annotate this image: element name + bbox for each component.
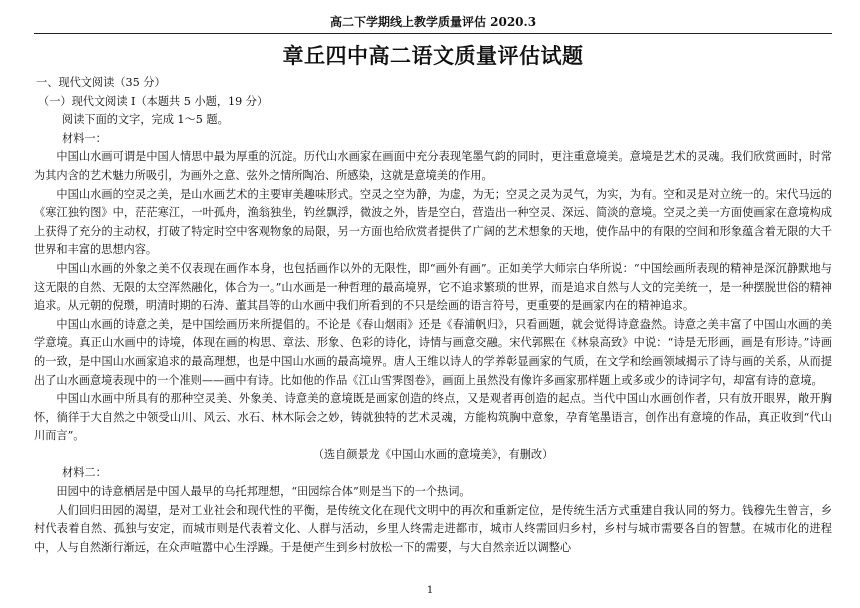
paragraph: 中国山水画可谓是中国人情思中最为厚重的沉淀。历代山水画家在画面中充分表现笔墨气韵的同时，更注重意境美。意境是艺术的灵魂。我们欣赏画时，时常为其内含的艺术魅力所吸引，为画外之意、弦外之情所陶冶、所感染，这就是意境美的作用。	[34, 150, 832, 182]
page-number: 1	[426, 585, 434, 596]
instruction: 阅读下面的文字，完成 1～5 题。	[62, 113, 229, 127]
section-heading: 一、现代文阅读（35 分）	[36, 76, 166, 89]
paragraph: 田园中的诗意栖居是中国人最早的乌托邦理想，“田园综合体”则是当下的一个热词。	[56, 485, 471, 499]
paragraph: 中国山水画中所具有的那种空灵美、外象美、诗意美的意境既是画家创造的终点，又是观者再创造的起点。当代中国山水画创作者，只有放开眼界，敞开胸怀，徜徉于大自然之中领受山川、风云、水石、林木际会之妙，铸就独特的艺术灵魂，方能构筑胸中意象，孕育笔墨语言，创作出有意境的作品，真正收到“代山川而言”。	[34, 392, 832, 443]
paragraph: 人们回归田园的渴望，是对工业社会和现代性的平衡，是传统文化在现代文明中的再次和重新定位，是传统生活方式重建自我认同的努力。钱穆先生曾言，乡村代表着自然、孤独与安定，而城市则是代表着文化、人群与活动，乡里人终需走进都市，城市人终需回归乡村，乡村与城市需要各自的智慧。在城市化的进程中，人与自然渐行渐远，在众声喧嚣中心生浮躁。于是便产生到乡村放松一下的需要，与大自然亲近以调整心	[34, 503, 832, 554]
paragraph: 中国山水画的外象之美不仅表现在画作本身，也包括画作以外的无限性，即“画外有画”。正如美学大师宗白华所说：“中国绘画所表现的精神是深沉静默地与这无限的自然、无限的太空浑然融化，体合为一。”山水画是一种哲理的最高境界，它不追求繁琐的世界，而是追求自然与人文的完美统一，是一种摆脱世俗的精神追求。从元朝的倪瓒，明清时期的石涛、董其昌等的山水画中我们所看到的不只是绘画的语言符号，更重要的是画家内在的精神追求。	[34, 261, 832, 313]
subsection-heading: （一）现代文阅读 I（本题共 5 小题，19 分）	[38, 94, 269, 108]
material2-label: 材料二：	[62, 466, 107, 480]
page-header: 高二下学期线上教学质量评估 2020.3	[329, 15, 537, 29]
header-rule	[34, 33, 832, 34]
paragraph: 中国山水画的空灵之美，是山水画艺术的主要审美趣味形式。空灵之空为静，为虚，为无；空灵之灵为灵气，为实，为有。空和灵是对立统一的。宋代马远的《寒江独钓图》中，茫茫寒江，一叶孤舟，渔翁独坐，钓丝飘浮，微波之外，皆是空白，营造出一种空灵、深远、简淡的意境。空灵之美一方面使画家在意境构成上获得了充分的主动权，打破了特定时空中客观物象的局限，另一方面也给欣赏者提供了广阔的艺术想象的天地，使作品中的有限的空间和形象蕴含着无限的大千世界和丰富的思想内容。	[34, 187, 832, 257]
exam-content	[34, 74, 832, 557]
paragraph: 中国山水画的诗意之美，是中国绘画历来所提倡的。不论是《春山烟雨》还是《春浦帆归》，只看画题，就会觉得诗意盎然。诗意之美丰富了中国山水画的美学意境。真正山水画中的诗境，体现在画的构思、章法、形象、色彩的诗化，诗情与画意交融。宋代郭熙在《林泉高致》中说：“诗是无形画，画是有形诗。”诗画的一致，是中国山水画家追求的最高理想，也是中国山水画的最高境界。唐人王维以诗人的学养彰显画家的气质，在文学和绘画领域揭示了诗与画的关系，从而提出了山水画意境表现中的一个准则——画中有诗。比如他的作品《江山雪霁图卷》，画面上虽然没有像许多画家那样题上或多或少的诗词字句，却富有诗的意境。	[34, 317, 832, 387]
exam-title: 章丘四中高二语文质量评估试题	[282, 44, 584, 68]
material1-label: 材料一：	[62, 131, 107, 145]
source-citation: （选自颜景龙《中国山水画的意境美》，有删改）	[312, 447, 554, 461]
